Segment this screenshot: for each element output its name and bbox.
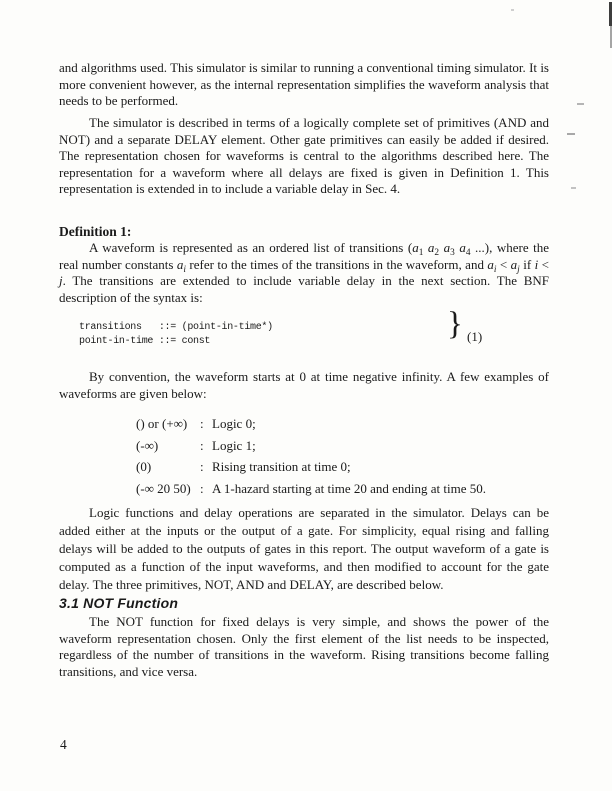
- bnf-grammar-block: [79, 306, 549, 349]
- section-heading-not-function: 3.1 NOT Function: [59, 595, 179, 611]
- example-term: (-∞): [136, 437, 159, 453]
- paragraph-logic-delay: Logic functions and delay operations are separated in the simulator. Delays can be added either at the inputs or the output of a gate. For simplicity, equal rising and falling delays will be added to the outputs of gates in this report. The output waveform of a gate is computed as a function of the input waveforms, and then modified to account for the gate delay. The three primitives, NOT, AND and DELAY, are described below.: [59, 505, 549, 592]
- example-colon: :: [200, 437, 204, 453]
- paragraph-definition-body: A waveform is represented as an ordered list of transitions ($a_1$ $a_2$ $a_3$ $a_4$ ...), where the real number constants $a_i$ refer to the times of the transitions in the waveform, and $a_i < a_j$ if i < j. The transitions are extended to include variable delay in the next section. The BNF description of the syntax is:: [59, 240, 550, 305]
- example-term: (0): [136, 459, 152, 474]
- equation-number: (1): [467, 329, 483, 344]
- paragraph-simulator-description: The simulator is described in terms of a logically complete set of primitives (AND and NOT) and a separate DELAY element. Other gate primitives can easily be added if desired. The representation chosen for waveforms is central to the algorithms described here. The representation for a waveform where all delays are fixed is given in Definition 1. This representation is extended in to include a variable delay in Sec. 4.: [59, 115, 549, 196]
- example-colon: :: [200, 459, 204, 474]
- scan-artifact-speck: [577, 103, 584, 105]
- example-description: Logic 0;: [212, 416, 256, 431]
- bnf-line-transitions: transitions ::= (point-in-time*): [79, 322, 273, 333]
- scan-artifact-speck: [567, 133, 575, 135]
- paragraph-not-function: The NOT function for fixed delays is very simple, and shows the power of the waveform representation chosen. Only the first element of the list needs to be inspected, regardless of the number of transitions in the waveform. Rising transitions become falling transitions, and vice versa.: [59, 614, 549, 679]
- scan-artifact-speck: [571, 187, 576, 189]
- list-item: [136, 413, 486, 435]
- example-colon: :: [200, 416, 204, 431]
- page-number: 4: [60, 737, 67, 752]
- example-term: () or (+∞): [136, 416, 188, 431]
- waveform-examples-list: [136, 413, 486, 499]
- bnf-line-point-in-time: point-in-time ::= const: [79, 336, 211, 347]
- scan-artifact-speck: [511, 9, 514, 11]
- example-colon: :: [200, 480, 204, 496]
- definition-heading: Definition 1:: [59, 224, 132, 239]
- example-description: Logic 1;: [212, 437, 256, 453]
- list-item: [136, 435, 486, 457]
- list-item: [136, 478, 486, 500]
- paragraph-convention: By convention, the waveform starts at 0 at time negative infinity. A few examples of waveforms are given below:: [59, 369, 549, 401]
- example-term: (-∞ 20 50): [136, 480, 191, 496]
- list-item: [136, 456, 486, 478]
- paragraph-intro: and algorithms used. This simulator is similar to running a conventional timing simulator. It is more convenient however, as the internal representation simplifies the waveform analysis that needs to be performed.: [59, 60, 549, 108]
- equation-brace: }: [447, 306, 463, 342]
- example-description: Rising transition at time 0;: [212, 459, 351, 474]
- example-description: A 1-hazard starting at time 20 and ending at time 50.: [212, 480, 487, 496]
